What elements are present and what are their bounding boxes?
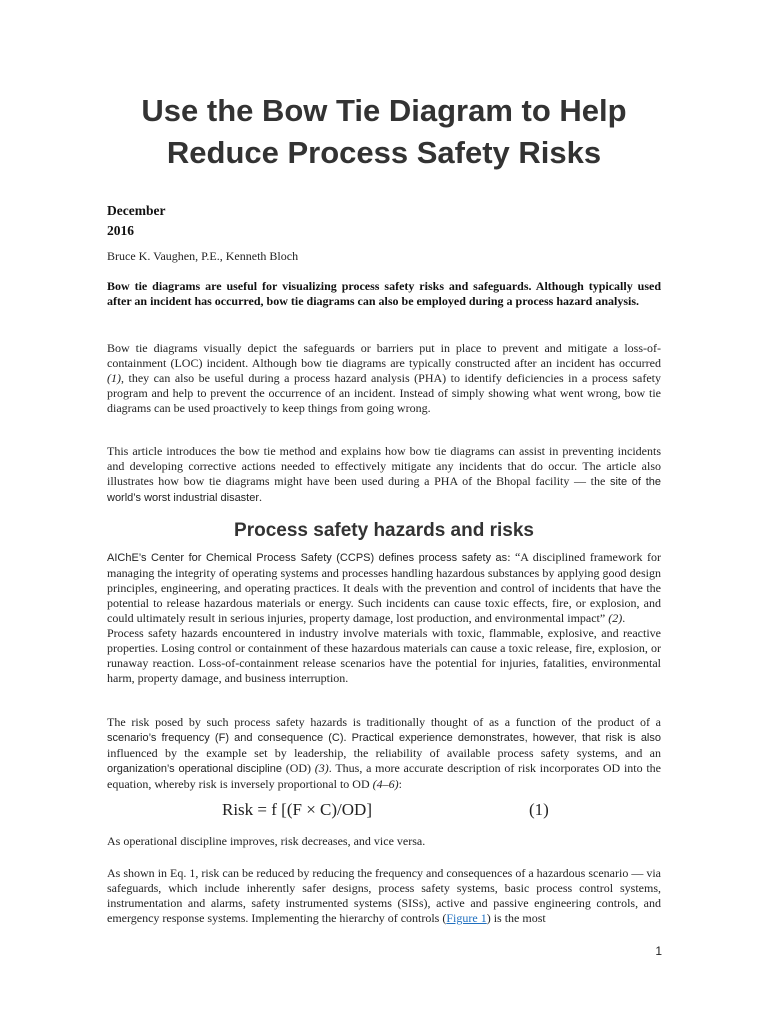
inline-highlight: AIChE’s Center for Chemical Process Safety (CCPS) defines process safety as [107,552,508,564]
publication-date [107,201,165,241]
text-run: influenced by the example set by leadership, the reliability of available process safety systems, and an [107,746,661,760]
text-run: . [622,611,626,625]
text-run: The risk posed by such process safety hazards is traditionally thought of as a function of the product of a [107,715,661,729]
authors: Bruce K. Vaughen, P.E., Kenneth Bloch [107,249,299,263]
citation: (1) [107,371,121,385]
paragraph-intro [107,341,661,416]
paragraph-discipline: As operational discipline improves, risk decreases, and vice versa. [107,834,426,848]
citation: (2) [608,611,623,625]
text-run: As shown in Eq. 1, risk can be reduced by reducing the frequency and consequences of a hazardous scenario — via safeguards, which include inherently safer designs, process safety systems, basic process control systems, instrumentation and alarms, safety instrumented systems (SISs), active and passive engineering controls, and emergency response systems. Implementing the hierarchy of controls ( [107,866,661,925]
text-run: (OD) [281,761,315,775]
figure-1-link[interactable]: Figure 1 [446,911,487,925]
text-run: . Thus, a more accurate description of risk incorporates OD into the equation, whereby risk is inversely proportional to OD [107,761,662,791]
text-run: ) is the most [486,911,546,925]
inline-link-text: site of the world’s worst industrial disaster [107,476,661,504]
paragraph-safeguards [107,866,661,926]
paragraph-risk [107,715,661,792]
text-run: : [398,777,402,791]
equation-number: (1) [529,800,549,819]
paragraph-hazards: Process safety hazards encountered in industry involve materials with toxic, flammable, explosive, and reactive properties. Losing control or containment of these hazardous materials can cause a toxic release, fire, explosion, or runaway reaction. Loss-of-containment release scenarios have the potential for injuries, fatalities, environmental harm, property damage, and business interruption. [107,626,661,685]
abstract: Bow tie diagrams are useful for visualizing process safety risks and safeguards. Although typically used after an incident has occurred, bow tie diagrams can also be employed during a process hazard analysis. [107,279,661,308]
date-month: December [107,203,166,218]
page-number: 1 [655,944,662,958]
section-heading: Process safety hazards and risks [234,520,534,541]
citation: (3) [314,761,329,775]
article-title [60,90,708,174]
title-line-1: Use the Bow Tie Diagram to Help [141,93,627,128]
text-run: , they can also be useful during a process hazard analysis (PHA) to identify deficiencies in a process safety program and help to prevent the occurrence of an incident. Instead of simply showing what went wrong, bow tie diagrams can be used proactively to keep things from going wrong. [107,371,661,415]
inline-highlight: organization’s operational discipline [107,763,282,775]
paragraph-overview [107,444,661,506]
text-run: . [259,490,263,504]
inline-highlight: Practical experience demonstrates, however, that risk is also [351,732,661,744]
text-run: : “A disciplined framework for managing the integrity of operating systems and processes handling hazardous substances by applying good design principles, engineering, and operating practices. It deals with the prevention and control of incidents that have the potential to release hazardous materials or energy. Such incidents can cause toxic effects, fire, or explosion, and could ultimately result in serious injuries, property damage, lost production, and environmental impact” [107,550,661,625]
equation-text: Risk = f [(F × C)/OD] [222,800,372,819]
paragraph-definition [107,550,661,686]
inline-highlight: scenario’s frequency (F) and consequence (C) [107,732,344,744]
citation: (4–6) [372,777,399,791]
date-year: 2016 [107,223,134,238]
text-run: This article introduces the bow tie method and explains how bow tie diagrams can assist in preventing incidents and developing corrective actions needed to effectively mitigate any incidents that do occur. The article also illustrates how bow tie diagrams might have been used during a PHA of the Bhopal facility — the [107,444,661,488]
equation-1 [222,799,562,821]
text-run: . [343,730,352,744]
text-run: Bow tie diagrams visually depict the safeguards or barriers put in place to prevent and mitigate a loss-of-containment (LOC) incident. Although bow tie diagrams are typically constructed after an incident has occurred [107,341,661,370]
title-line-2: Reduce Process Safety Risks [166,135,602,170]
